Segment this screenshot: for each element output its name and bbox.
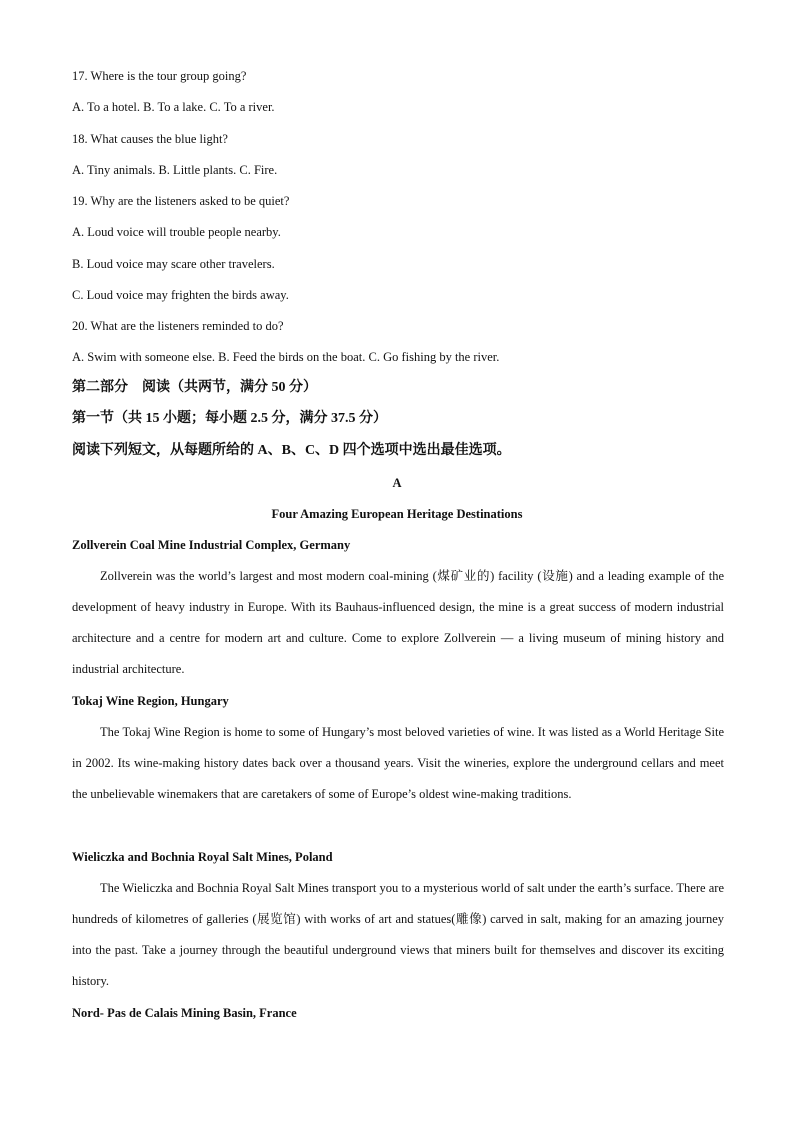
question-17: 17. Where is the tour group going?	[72, 69, 247, 83]
part2-heading: 第二部分 阅读（共两节，满分 50 分）	[72, 380, 317, 395]
question-19: 19. Why are the listeners asked to be quiet?	[72, 194, 290, 208]
passage-title: Four Amazing European Heritage Destinations	[271, 507, 523, 521]
section1-heading: 第一节（共 15 小题；每小题 2.5 分，满分 37.5 分）	[72, 411, 387, 426]
section-heading-tokaj: Tokaj Wine Region, Hungary	[72, 694, 229, 708]
section-heading-zollverein: Zollverein Coal Mine Industrial Complex, Germany	[72, 538, 351, 552]
question-19-option-c: C. Loud voice may frighten the birds away.	[72, 288, 289, 302]
question-20-options: A. Swim with someone else. B. Feed the birds on the boat. C. Go fishing by the river.	[72, 350, 500, 364]
question-19-option-b: B. Loud voice may scare other travelers.	[72, 257, 275, 271]
passage-letter: A	[392, 476, 402, 490]
section-body-wieliczka: The Wieliczka and Bochnia Royal Salt Mines transport you to a mysterious world of salt under the earth’s surface. There are hundreds of kilometres of galleries (展览馆) with works of art and statues(雕像) carved in salt, making for an amazing journey into the past. Take a journey through the beautiful underground views that miners built for themselves and discover its exciting history.	[72, 881, 724, 988]
question-19-option-a: A. Loud voice will trouble people nearby.	[72, 225, 281, 239]
section-heading-wieliczka: Wieliczka and Bochnia Royal Salt Mines, Poland	[72, 850, 333, 864]
reading-instruction: 阅读下列短文，从每题所给的 A、B、C、D 四个选项中选出最佳选项。	[72, 443, 511, 458]
section-heading-nord-pas-de-calais: Nord- Pas de Calais Mining Basin, France	[72, 1006, 297, 1020]
question-18: 18. What causes the blue light?	[72, 132, 228, 146]
question-20: 20. What are the listeners reminded to do?	[72, 319, 284, 333]
section-body-tokaj: The Tokaj Wine Region is home to some of Hungary’s most beloved varieties of wine. It was listed as a World Heritage Site in 2002. Its wine-making history dates back over a thousand years. Visit the wineries, explore the underground cellars and meet the unbelievable winemakers that are caretakers of some of Europe’s oldest wine-making traditions.	[72, 725, 724, 801]
section-body-zollverein: Zollverein was the world’s largest and most modern coal-mining (煤矿业的) facility (设施) and a leading example of the development of heavy industry in Europe. With its Bauhaus-influenced design, the mine is a great success of modern industrial architecture and a centre for modern art and culture. Come to explore Zollverein — a living museum of mining history and industrial architecture.	[72, 569, 724, 676]
question-17-options: A. To a hotel. B. To a lake. C. To a river.	[72, 100, 275, 114]
question-18-options: A. Tiny animals. B. Little plants. C. Fire.	[72, 163, 278, 177]
